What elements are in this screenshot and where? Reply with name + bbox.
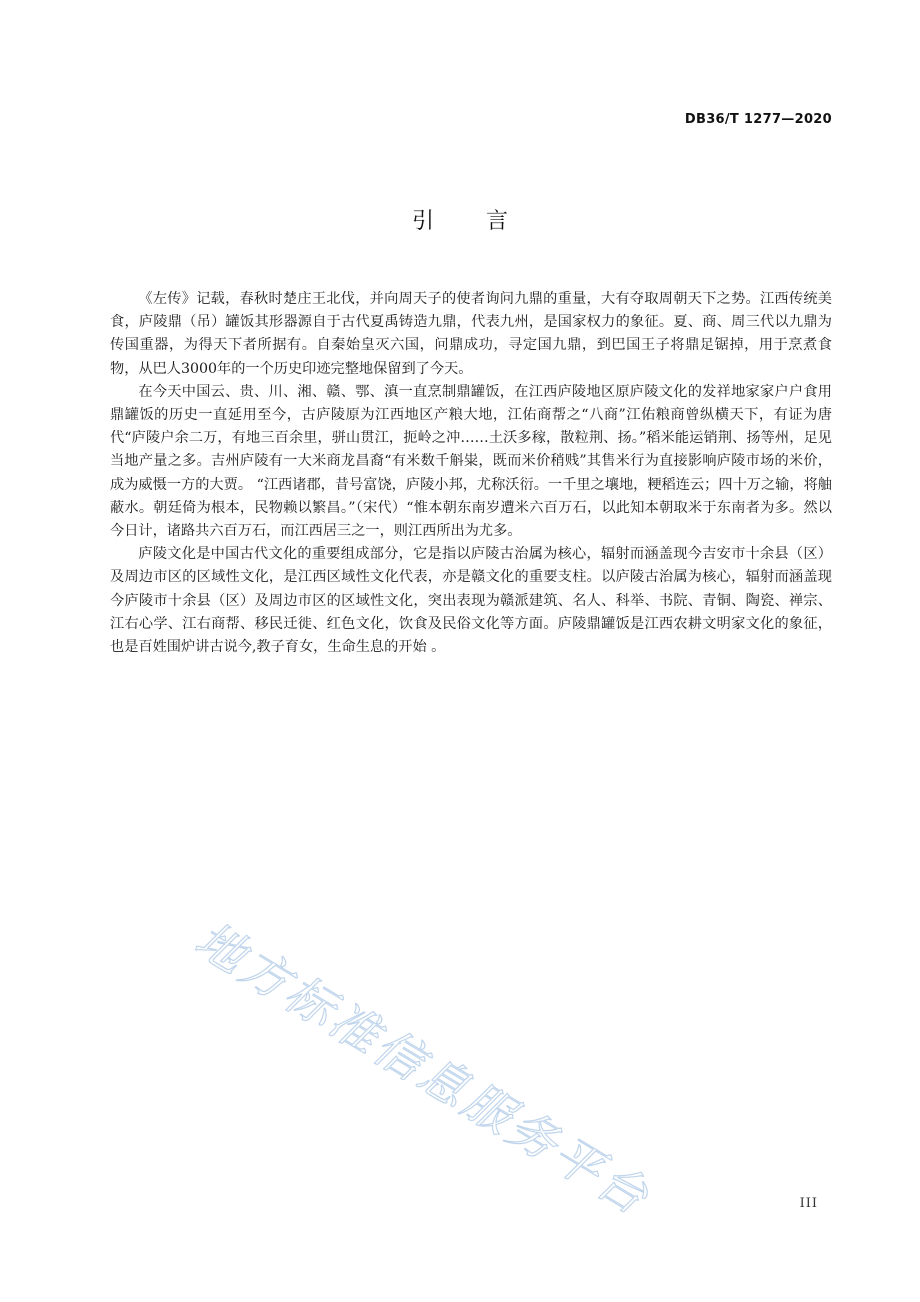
- page-number: III: [799, 1196, 818, 1211]
- watermark: 地方标准信息服务平台: [185, 911, 661, 1228]
- standard-code: DB36/T 1277—2020: [684, 112, 832, 127]
- paragraph-zuozhuan: 《左传》记载，春秋时楚庄王北伐，并向周天子的使者询问九鼎的重量，大有夺取周朝天下之势。江西传统美食，庐陵鼎（吊）罐饭其形器源自于古代夏禹铸造九鼎，代表九州，是国家权力的象征。夏、商、周三代以九鼎为传国重器，为得天下者所据有。自秦始皇灭六国，问鼎成功，寻定国九鼎，到巴国王子将鼎足锯掉，用于烹煮食物，从巴人3000年的一个历史印迹完整地保留到了今天。: [110, 291, 832, 377]
- page-title: 引言: [411, 209, 560, 234]
- paragraph-luling-culture: 庐陵文化是中国古代文化的重要组成部分，它是指以庐陵古治属为核心，辐射而涵盖现今吉安市十余县（区）及周边市区的区域性文化，是江西区域性文化代表，亦是赣文化的重要支柱。以庐陵古治属为核心，辐射而涵盖现今庐陵市十余县（区）及周边市区的区域性文化，突出表现为赣派建筑、名人、科举、书院、青铜、陶瓷、禅宗、江右心学、江右商帮、移民迁徙、红色文化，饮食及民俗文化等方面。庐陵鼎罐饭是江西农耕文明家文化的象征，也是百姓围炉讲古说今,教子育女，生命生息的开始 。: [110, 546, 832, 656]
- paragraph-rice-history: 在今天中国云、贵、川、湘、赣、鄂、滇一直烹制鼎罐饭，在江西庐陵地区原庐陵文化的发祥地家家户户食用鼎罐饭的历史一直延用至今，古庐陵原为江西地区产粮大地，江佑商帮之“八商”江佑粮商曾纵横天下，有证为唐代“庐陵户余二万，有地三百余里，骈山贯江，扼岭之冲……土沃多稼，散粒荆、扬。”稻米能运销荆、扬等州，足见当地产量之多。吉州庐陵有一大米商龙昌裔“有米数千斛粜，既而米价稍贱”其售米行为直接影响庐陵市场的米价，成为威慑一方的大贾。 “江西诸郡，昔号富饶，庐陵小邦，尤称沃衍。一千里之壤地，粳稻连云；四十万之输，将舳蔽水。朝廷倚为根本，民物赖以繁昌。”（宋代）“惟本朝东南岁遭米六百万石，以此知本朝取米于东南者为多。然以今日计，诸路共六百万石，而江西居三之一，则江西所出为尤多。: [110, 383, 832, 540]
- body-text: [110, 288, 832, 659]
